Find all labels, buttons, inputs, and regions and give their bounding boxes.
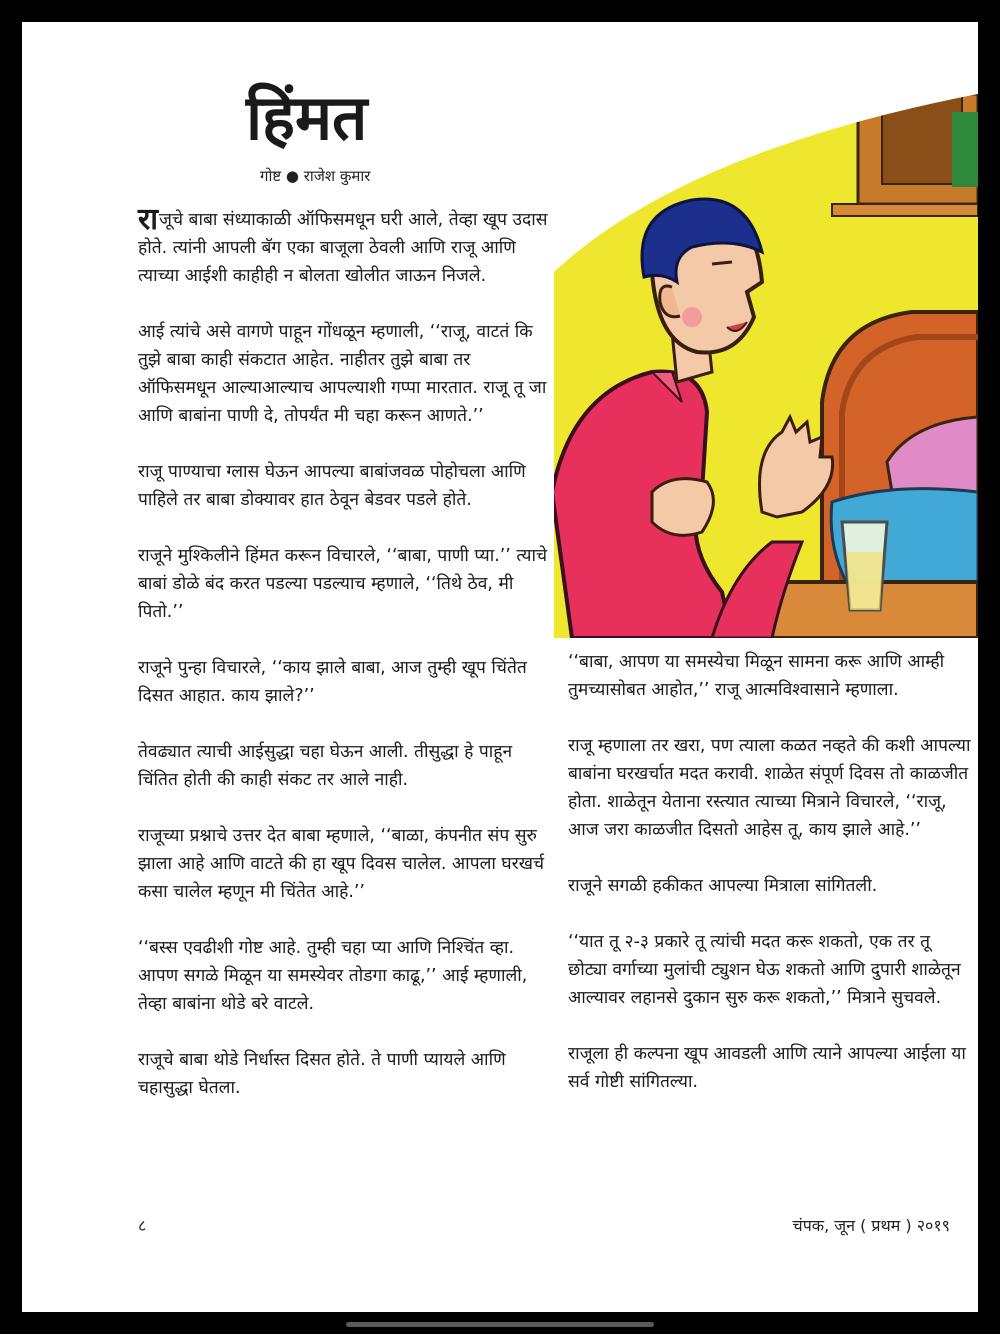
magazine-page [22, 22, 978, 1312]
paragraph: राजूच्या प्रश्नाचे उत्तर देत बाबा म्हणाले, ‘‘बाळा, कंपनीत संप सुरु झाला आहे आणि वाटते की हा खूप दिवस चालेल. आपला घरखर्च कसा चालेल म्हणून मी चिंतेत आहे.’’ [138, 826, 545, 902]
paragraph: आई त्यांचे असे वागणे पाहून गोंधळून म्हणाली, ‘‘राजू, वाटतं कि तुझे बाबा काही संकटात आहेत. नाहीतर तुझे बाबा तर ऑफिसमधून आल्याआल्याच आपल्याशी गप्पा मारतात. राजू तू जा आणि बाबांना पाणी दे, तोपर्यंत मी चहा करून आणते.’’ [138, 322, 547, 426]
paragraph: राजूला ही कल्पना खूप आवडली आणि त्याने आपल्या आईला या सर्व गोष्टी सांगितल्या. [568, 1044, 966, 1092]
paragraph: ‘‘बाबा, आपण या समस्येचा मिळून सामना करू आणि आम्ही तुमच्यासोबत आहोत,’’ राजू आत्मविश्वासाने म्हणाला. [568, 652, 945, 700]
paragraph: राजूने सगळी हकीकत आपल्या मित्राला सांगितली. [568, 876, 878, 896]
paragraph: राजू पाण्याचा ग्लास घेऊन आपल्या बाबांजवळ पोहोचला आणि पाहिले तर बाबा डोक्यावर हात ठेवून बेडवर पडले होते. [138, 462, 526, 510]
paragraph: राजू म्हणाला तर खरा, पण त्याला कळत नव्हते की कशी आपल्या बाबांना घरखर्चात मदत करावी. शाळेत संपूर्ण दिवस तो काळजीत होता. शाळेतून येताना रस्त्यात त्याच्या मित्राने विचारले, ‘‘राजू, आज जरा काळजीत दिसतो आहेस तू, काय झाले आहे.’’ [568, 736, 971, 840]
right-column [568, 648, 973, 1124]
paragraph: राजूने पुन्हा विचारले, ‘‘काय झाले बाबा, आज तुम्ही खूप चिंतेत दिसत आहात. काय झाले?’’ [138, 658, 527, 706]
paragraph: राजूचे बाबा संध्याकाळी ऑफिसमधून घरी आले, तेव्हा खूप उदास होते. त्यांनी आपली बॅग एका बाजूला ठेवली आणि राजू आणि त्याच्या आईशी काहीही न बोलता खोलीत जाऊन निजले. [138, 202, 548, 286]
home-indicator[interactable] [346, 1322, 654, 1327]
story-illustration [532, 72, 978, 638]
story-title: हिंमत [246, 81, 368, 154]
paragraph: ‘‘यात तू २-३ प्रकारे तू त्यांची मदत करू शकतो, एक तर तू छोट्या वर्गाच्या मुलांची ट्युशन घेऊ शकतो आणि दुपारी शाळेतून आल्यावर लहानसे दुकान सुरु करू शकतो,’’ मित्राने सुचवले. [568, 932, 961, 1008]
paragraph: राजूने मुश्किलीने हिंमत करून विचारले, ‘‘बाबा, पाणी प्या.’’ त्याचे बाबां डोळे बंद करत पडल्या पडल्याच म्हणाले, ‘‘तिथे ठेव, मी पितो.’’ [138, 546, 547, 622]
left-column [138, 202, 548, 1130]
paragraph: ‘‘बस्स एवढीशी गोष्ट आहे. तुम्ही चहा प्या आणि निश्चिंत व्हा. आपण सगळे मिळून या समस्येवर तोडगा काढू,’’ आई म्हणाली, तेव्हा बाबांना थोडे बरे वाटले. [138, 938, 528, 1014]
page-number: ८ [138, 1216, 147, 1235]
magazine-issue: चंपक, जून ( प्रथम ) २०१९ [792, 1216, 950, 1235]
paragraph: राजूचे बाबा थोडे निर्धास्त दिसत होते. ते पाणी प्यायले आणि चहासुद्धा घेतला. [138, 1050, 506, 1098]
story-byline: गोष्ट ● राजेश कुमार [260, 167, 371, 185]
drop-cap: रा [138, 202, 159, 237]
paragraph: तेवढ्यात त्याची आईसुद्धा चहा घेऊन आली. तीसुद्धा हे पाहून चिंतित होती की काही संकट तर आले नाही. [138, 742, 513, 790]
